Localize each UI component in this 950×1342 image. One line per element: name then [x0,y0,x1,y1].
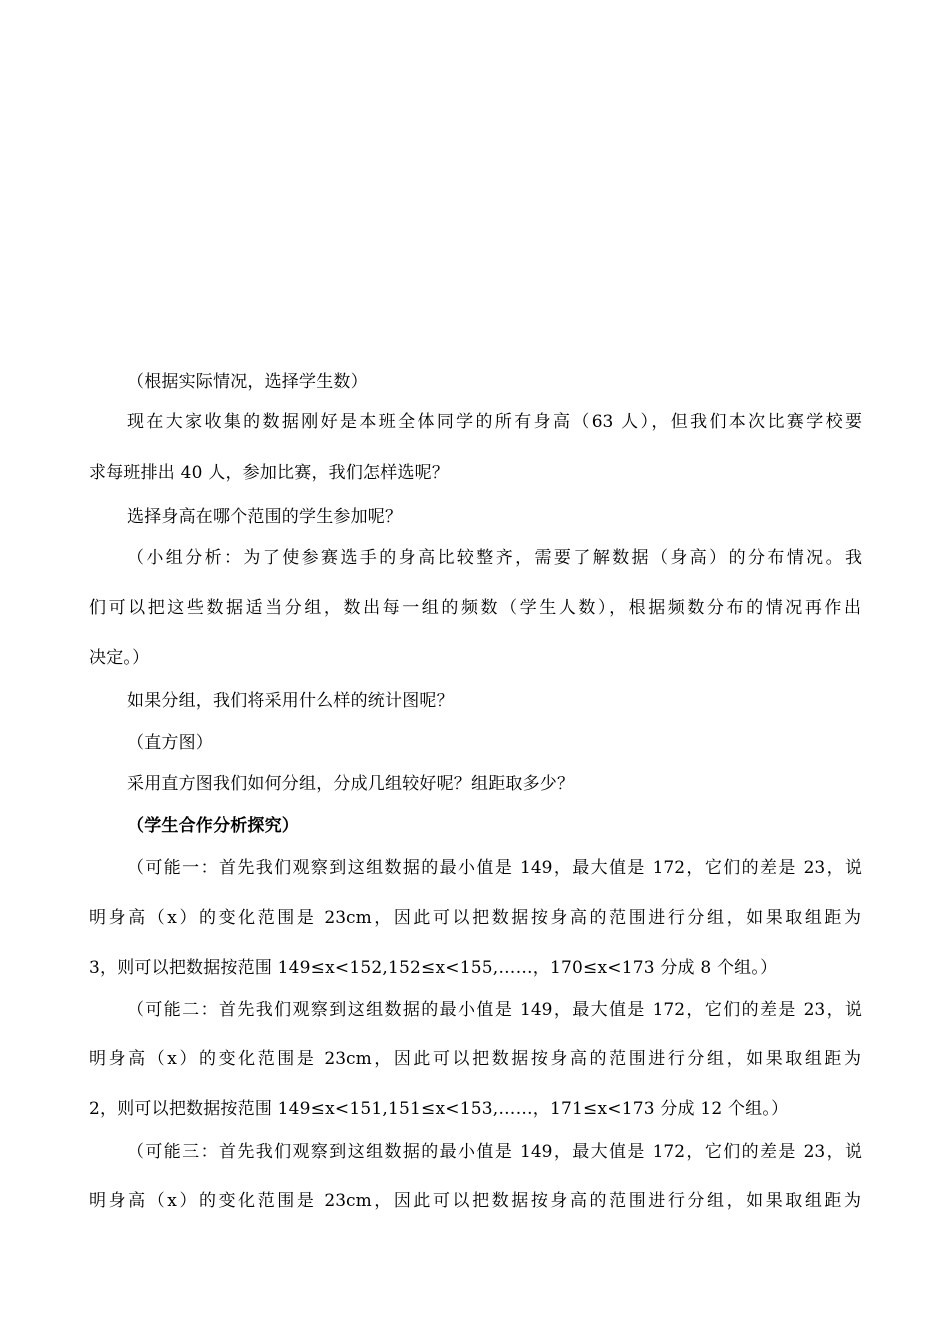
paragraph-line: （根据实际情况，选择学生数） [127,372,368,392]
paragraph-line: 明身高（x）的变化范围是 23cm，因此可以把数据按身高的范围进行分组，如果取组距为 [89,1049,861,1069]
paragraph-line: （小组分析：为了使参赛选手的身高比较整齐，需要了解数据（身高）的分布情况。我 [127,548,862,568]
paragraph-line: 如果分组，我们将采用什么样的统计图呢？ [127,691,454,711]
paragraph-line: （直方图） [127,733,213,753]
paragraph-line: 们可以把这些数据适当分组，数出每一组的频数（学生人数），根据频数分布的情况再作出 [89,598,861,618]
paragraph-line: 决定。） [89,648,150,668]
paragraph-line: 选择身高在哪个范围的学生参加呢？ [127,507,403,527]
paragraph-line: 3，则可以把数据按范围 149≤x<152,152≤x<155,……，170≤x<173 分成 8 个组。） [89,958,778,978]
paragraph-line: （可能三：首先我们观察到这组数据的最小值是 149，最大值是 172，它们的差是 23，说 [127,1142,862,1162]
section-heading: （学生合作分析探究） [127,816,299,836]
paragraph-line: 2，则可以把数据按范围 149≤x<151,151≤x<153,……，171≤x<173 分成 12 个组。） [89,1099,789,1119]
paragraph-line: 明身高（x）的变化范围是 23cm，因此可以把数据按身高的范围进行分组，如果取组距为 [89,1191,861,1211]
paragraph-line: 现在大家收集的数据刚好是本班全体同学的所有身高（63 人），但我们本次比赛学校要 [127,412,862,432]
paragraph-line: 求每班排出 40 人，参加比赛，我们怎样选呢？ [89,463,450,483]
paragraph-line: （可能二：首先我们观察到这组数据的最小值是 149，最大值是 172，它们的差是 23，说 [127,1000,862,1020]
paragraph-line: （可能一：首先我们观察到这组数据的最小值是 149，最大值是 172，它们的差是 23，说 [127,858,862,878]
paragraph-line: 明身高（x）的变化范围是 23cm，因此可以把数据按身高的范围进行分组，如果取组距为 [89,908,861,928]
paragraph-line: 采用直方图我们如何分组，分成几组较好呢？组距取多少？ [127,774,575,794]
